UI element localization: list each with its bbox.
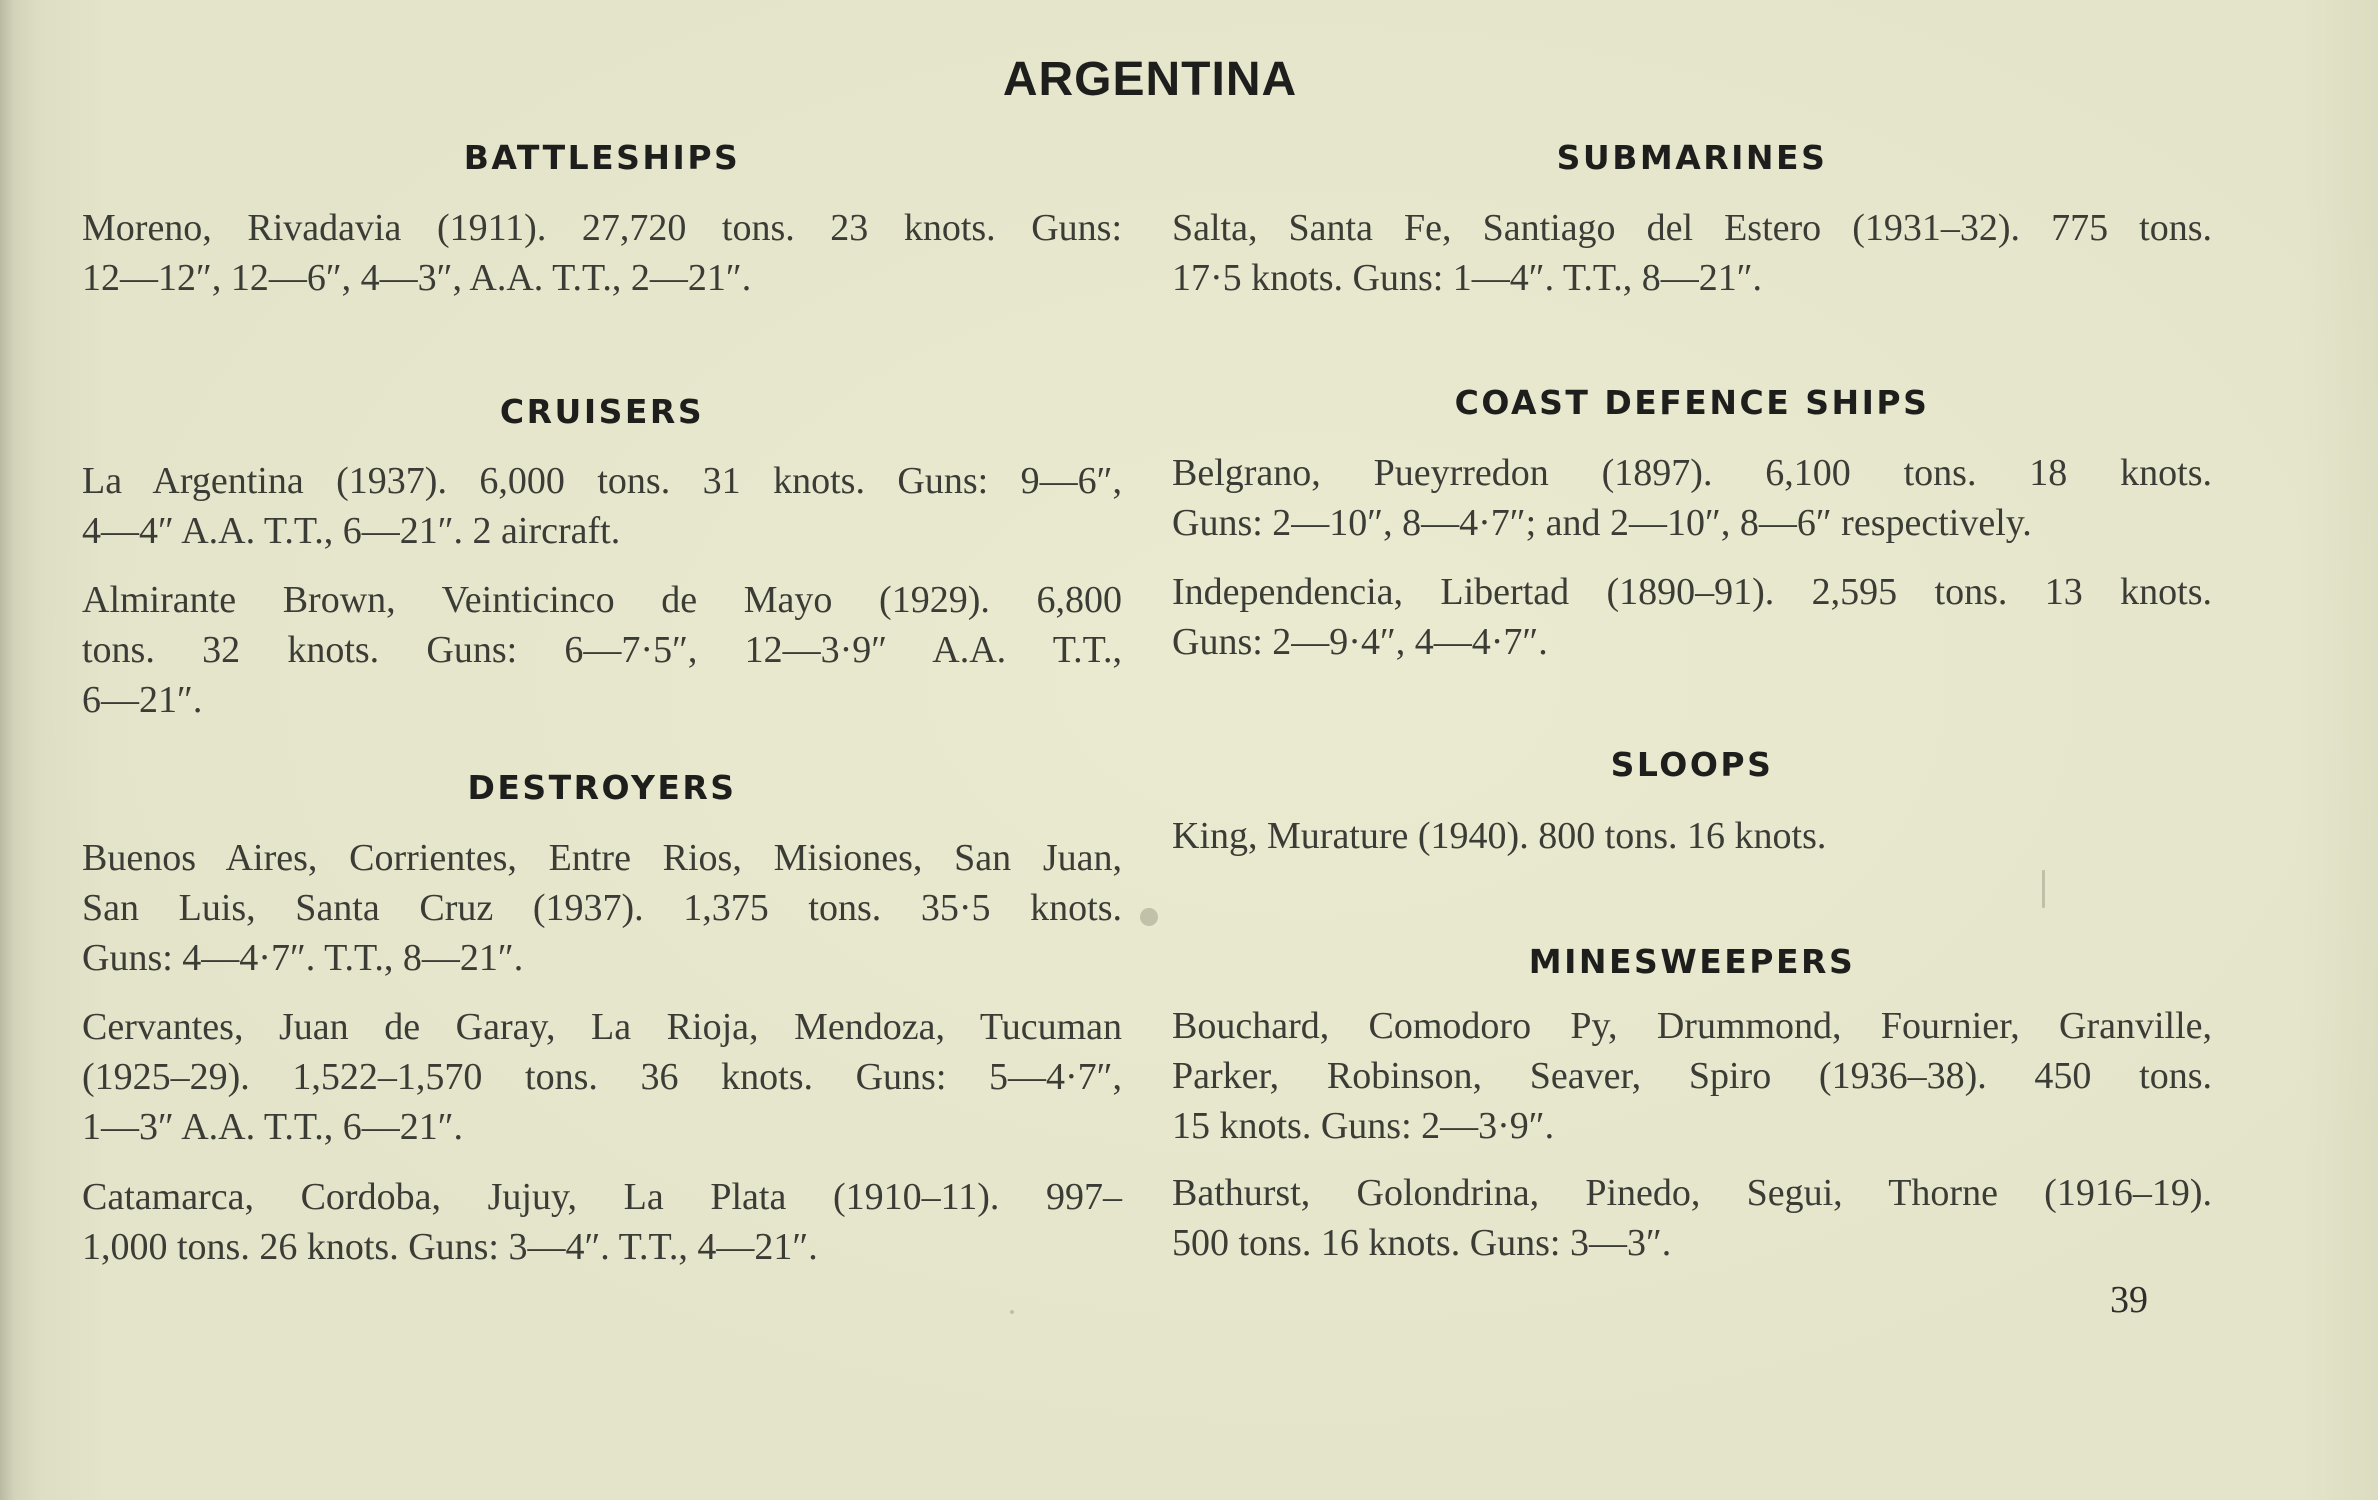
section-heading-coast-defence-ships: COAST DEFENCE SHIPS — [1454, 383, 1930, 422]
section-heading-sloops: SLOOPS — [1610, 745, 1774, 784]
entry-line: San Luis, Santa Cruz (1937). 1,375 tons. 35·5 knots. — [82, 887, 1122, 929]
entry-line: Parker, Robinson, Seaver, Spiro (1936–38). 450 tons. — [1172, 1055, 2212, 1097]
section-heading-battleships: BATTLESHIPS — [463, 138, 741, 177]
entry-line: Buenos Aires, Corrientes, Entre Rios, Misiones, San Juan, — [82, 837, 1122, 879]
entry-line: Almirante Brown, Veinticinco de Mayo (1929). 6,800 — [82, 579, 1122, 621]
destroyers-entry-1 — [82, 833, 1122, 983]
entry-line: 500 tons. 16 knots. Guns: 3—3″. — [1172, 1222, 1672, 1264]
entry-line: Bouchard, Comodoro Py, Drummond, Fournier, Granville, — [1172, 1005, 2212, 1047]
destroyers-entry-2 — [82, 1002, 1122, 1152]
paper-speck — [1140, 908, 1158, 926]
sloops-entry-1 — [1172, 811, 2212, 861]
entry-line: Catamarca, Cordoba, Jujuy, La Plata (1910–11). 997– — [82, 1176, 1122, 1218]
entry-line: 15 knots. Guns: 2—3·9″. — [1172, 1105, 1555, 1147]
battleships-entry-1 — [82, 203, 1122, 303]
page-title: ARGENTINA — [1002, 53, 1298, 106]
section-heading-destroyers: DESTROYERS — [467, 768, 737, 807]
entry-line: tons. 32 knots. Guns: 6—7·5″, 12—3·9″ A.A. T.T., — [82, 629, 1122, 671]
entry-line: Belgrano, Pueyrredon (1897). 6,100 tons. 18 knots. — [1172, 452, 2212, 494]
entry-line: Cervantes, Juan de Garay, La Rioja, Mendoza, Tucuman — [82, 1006, 1122, 1048]
entry-line: 6—21″. — [82, 679, 203, 721]
cruisers-entry-1 — [82, 456, 1122, 556]
entry-line: King, Murature (1940). 800 tons. 16 knots. — [1172, 815, 1827, 857]
entry-line: Bathurst, Golondrina, Pinedo, Segui, Thorne (1916–19). — [1172, 1172, 2212, 1214]
coast-defence-entry-2 — [1172, 567, 2212, 667]
section-heading-minesweepers: MINESWEEPERS — [1528, 942, 1856, 981]
coast-defence-entry-1 — [1172, 448, 2212, 548]
entry-line: Independencia, Libertad (1890–91). 2,595 tons. 13 knots. — [1172, 571, 2212, 613]
paper-speck — [1010, 1310, 1014, 1314]
entry-line: 4—4″ A.A. T.T., 6—21″. 2 aircraft. — [82, 510, 621, 552]
section-heading-cruisers: CRUISERS — [499, 392, 705, 431]
minesweepers-entry-1 — [1172, 1001, 2212, 1151]
entry-line: Guns: 2—10″, 8—4·7″; and 2—10″, 8—6″ respectively. — [1172, 502, 2032, 544]
entry-line: Guns: 2—9·4″, 4—4·7″. — [1172, 621, 1548, 663]
entry-line: (1925–29). 1,522–1,570 tons. 36 knots. Guns: 5—4·7″, — [82, 1056, 1122, 1098]
page-number: 39 — [2110, 1279, 2148, 1321]
entry-line: 1—3″ A.A. T.T., 6—21″. — [82, 1106, 464, 1148]
destroyers-entry-3 — [82, 1172, 1122, 1272]
entry-line: Guns: 4—4·7″. T.T., 8—21″. — [82, 937, 524, 979]
entry-line: La Argentina (1937). 6,000 tons. 31 knots. Guns: 9—6″, — [82, 460, 1122, 502]
section-heading-submarines: SUBMARINES — [1556, 138, 1828, 177]
cruisers-entry-2 — [82, 575, 1122, 725]
submarines-entry-1 — [1172, 203, 2212, 303]
entry-line: 17·5 knots. Guns: 1—4″. T.T., 8—21″. — [1172, 257, 1763, 299]
entry-line: 12—12″, 12—6″, 4—3″, A.A. T.T., 2—21″. — [82, 257, 752, 299]
entry-line: Salta, Santa Fe, Santiago del Estero (1931–32). 775 tons. — [1172, 207, 2212, 249]
entry-line: 1,000 tons. 26 knots. Guns: 3—4″. T.T., 4—21″. — [82, 1226, 818, 1268]
paper-speck — [2042, 870, 2045, 908]
minesweepers-entry-2 — [1172, 1168, 2212, 1268]
entry-line: Moreno, Rivadavia (1911). 27,720 tons. 23 knots. Guns: — [82, 207, 1122, 249]
